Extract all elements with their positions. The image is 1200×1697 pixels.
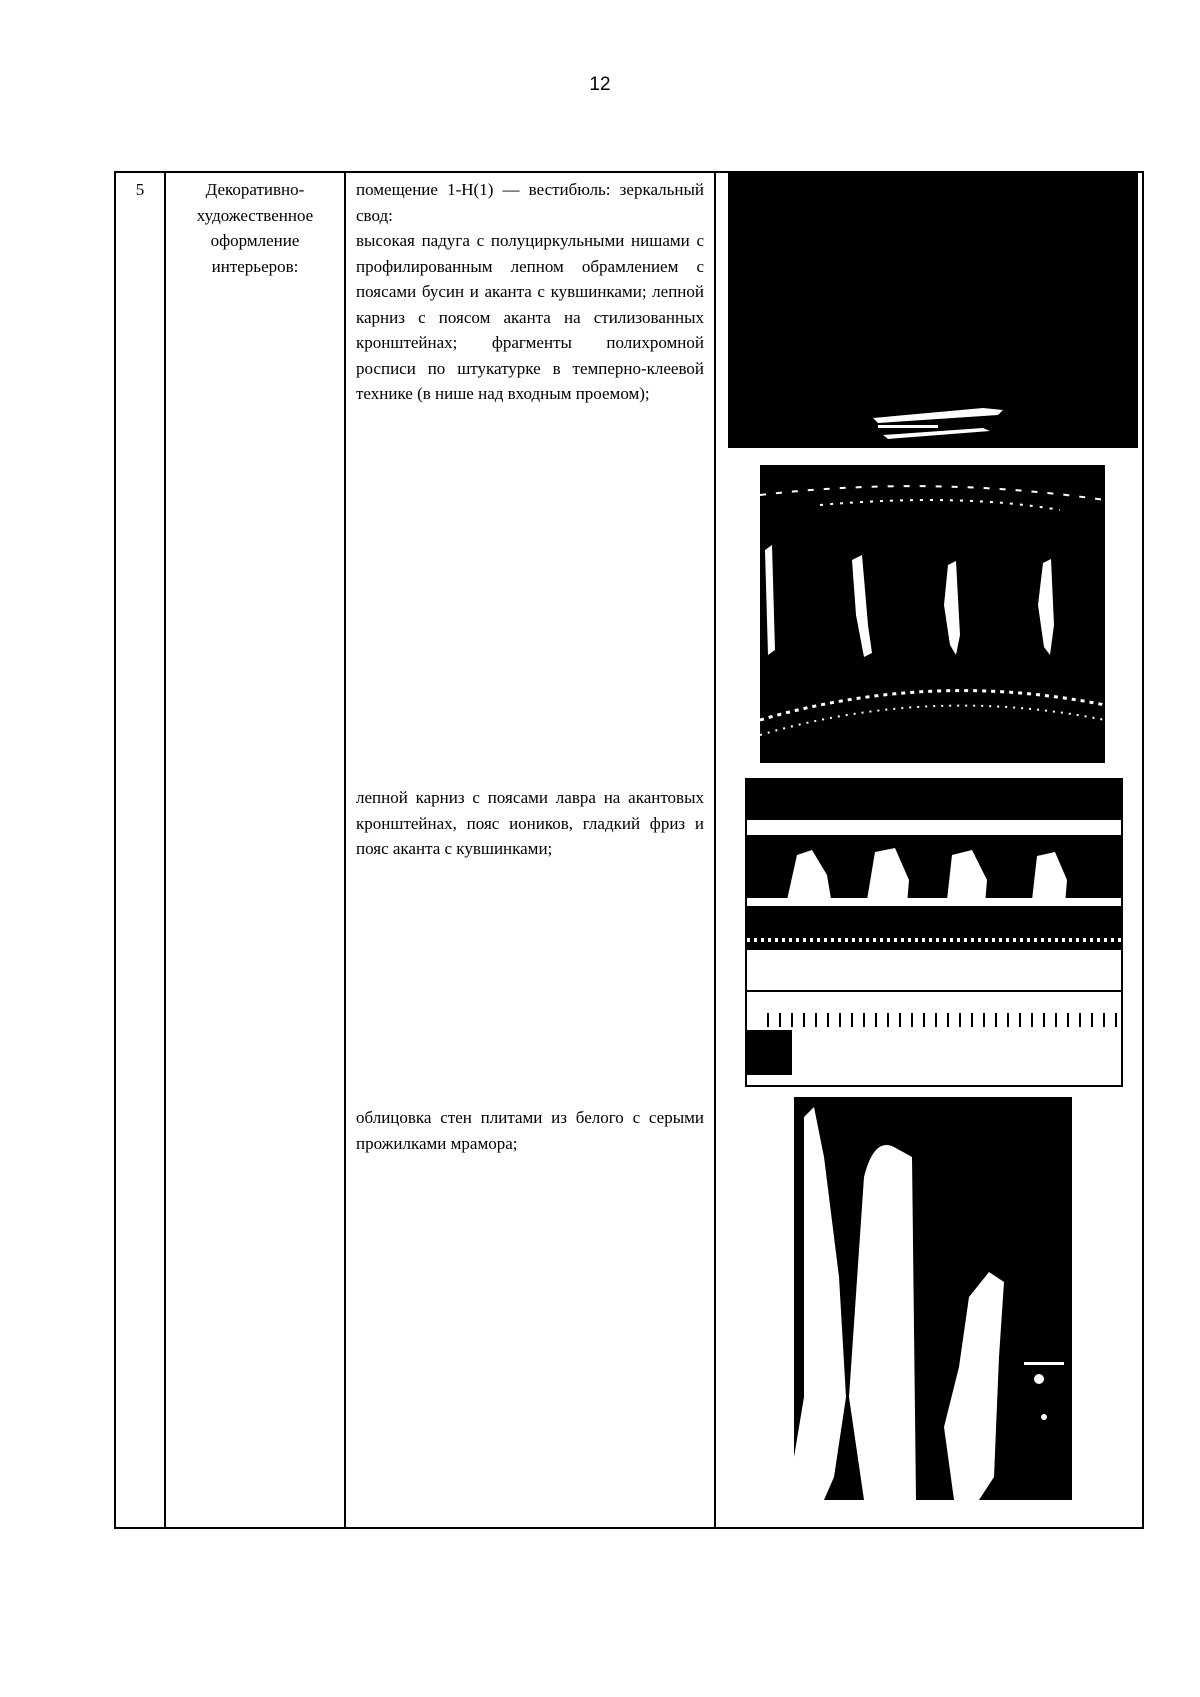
description-block-1 bbox=[356, 177, 704, 407]
column-divider bbox=[164, 173, 166, 1527]
description-line: помещение 1-Н(1) — вестибюль: зеркальный свод: bbox=[356, 180, 704, 225]
ceiling-vault-photo bbox=[728, 173, 1138, 448]
description-block-3 bbox=[356, 1105, 704, 1156]
description-line: лепной карниз с поясами лавра на акантовых кронштейнах, пояс иоников, гладкий фриз и пояс аканта с кувшинками; bbox=[356, 788, 704, 858]
description-line: высокая падуга с полуциркульными нишами с профилированным лепном обрамлением с поясами бусин и аканта с кувшинками; лепной карниз с поясом аканта на стилизованных кронштейнах; фрагменты полихромной росписи по штукатурке в темперно-клеевой технике (в нише над входным проемом); bbox=[356, 231, 704, 403]
row-number: 5 bbox=[135, 180, 145, 199]
description-block-2 bbox=[356, 785, 704, 862]
column-divider bbox=[714, 173, 716, 1527]
cove-niches-photo bbox=[760, 465, 1105, 763]
description-line: облицовка стен плитами из белого с серыми прожилками мрамора; bbox=[356, 1108, 704, 1153]
row-title: Декоративно-художественное оформление интерьеров: bbox=[196, 180, 314, 276]
heritage-table bbox=[114, 171, 1144, 1529]
page-number: 12 bbox=[589, 74, 611, 95]
cornice-photo bbox=[745, 778, 1123, 1087]
marble-wall-photo bbox=[794, 1097, 1072, 1500]
column-divider bbox=[344, 173, 346, 1527]
